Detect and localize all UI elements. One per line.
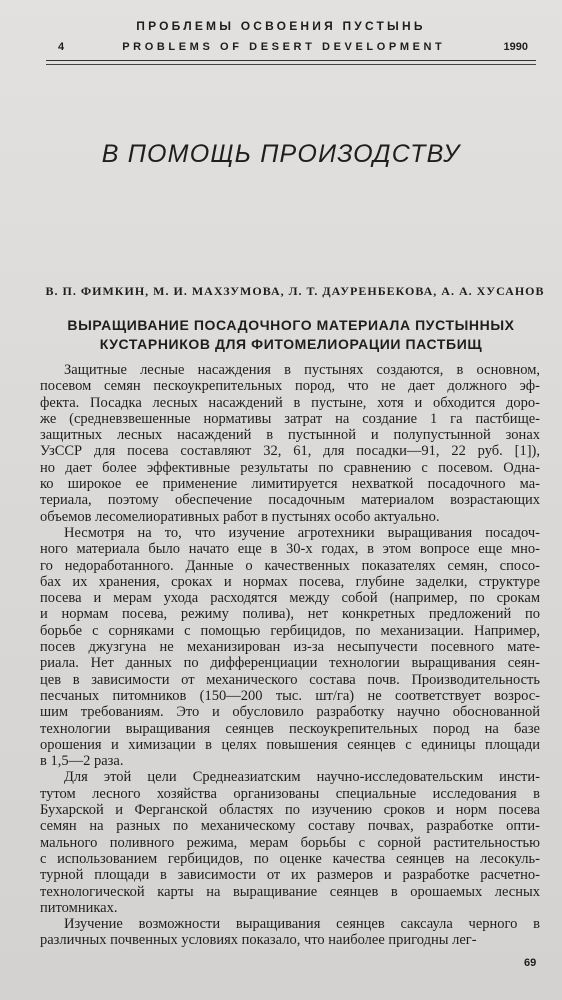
article-title-line-1: ВЫРАЩИВАНИЕ ПОСАДОЧНОГО МАТЕРИАЛА ПУСТЫННЫХ	[67, 317, 515, 333]
issue-year: 1990	[503, 41, 528, 53]
text-line: различных почвенных условиях показало, что наиболее пригодны лег-	[40, 932, 477, 949]
text-line: орошения и химизации в целях повышения сеянцев с единицы площади	[40, 736, 540, 753]
text-line: но дает более эффективные результаты по сравнению с посевом. Одна-	[40, 459, 540, 476]
header-rule-thin	[46, 64, 536, 65]
text-line: ко широкое ее применение лимитируется нехваткой посадочного ма-	[40, 476, 540, 493]
text-line: бах их хранения, сроках и нормах посева, глубине заделки, структуре	[40, 573, 540, 590]
text-line: турной площади в зависимости от их размеров и разработке расчетно-	[40, 867, 540, 884]
text-line: же (средневзвешенные нормативы затрат на создание 1 га пастбище-	[40, 410, 540, 427]
text-line: фекта. Посадка лесных насаждений в пустыне, хотя и обходится доро-	[40, 394, 540, 411]
text-line: борьбе с сорняками с помощью гербицидов, по механизации. Например,	[40, 622, 540, 639]
text-line: семян на разных по механическому составу почвах, разработке опти-	[40, 818, 540, 835]
text-line: Для этой цели Среднеазиатским научно-исследовательским инсти-	[64, 769, 540, 786]
article-title-line-2: КУСТАРНИКОВ ДЛЯ ФИТОМЕЛИОРАЦИИ ПАСТБИЩ	[99, 336, 483, 352]
header-rule-thick	[46, 60, 536, 61]
text-line: цев в зависимости от механического состава почв. Производительность	[40, 671, 540, 688]
article-body	[40, 362, 540, 949]
text-line: защитных лесных насаждений в пустынной и полупустынной зонах	[40, 427, 540, 444]
article-authors: В. П. ФИМКИН, М. И. МАХЗУМОВА, Л. Т. ДАУРЕНБЕКОВА, А. А. ХУСАНОВ	[45, 284, 545, 298]
text-line: технологии выращивания сеянцев пескоукрепительных пород на базе	[40, 720, 540, 737]
text-line: и нормам посева, режиму полива), нет конкретных предложений по	[40, 606, 540, 623]
text-line: посева и мерам ухода расходятся между собой (например, по срокам	[40, 590, 540, 607]
page-number: 69	[524, 957, 537, 969]
issue-number: 4	[58, 41, 65, 53]
text-line: тутом лесного хозяйства организованы специальные исследования в	[40, 785, 540, 802]
text-line: риала. Нет данных по дифференциации технологии выращивания сеян-	[40, 655, 540, 672]
journal-title-ru: ПРОБЛЕМЫ ОСВОЕНИЯ ПУСТЫНЬ	[136, 19, 426, 33]
text-line: териала, поэтому обеспечение посадочным материалом возрастающих	[40, 492, 540, 509]
paragraph	[40, 769, 540, 916]
paragraph	[40, 916, 540, 949]
text-line: посев джузгуна не механизирован из-за несыпучести посевного мате-	[40, 639, 540, 656]
text-line: Защитные лесные насаждения в пустынях создаются, в основном,	[64, 362, 540, 378]
text-line: шим требованиям. Это и обусловило разработку научно обоснованной	[40, 704, 540, 721]
text-line: Несмотря на то, что изучение агротехники выращивания посадоч-	[64, 524, 540, 541]
text-line: ного материала было начато еще в 30-х годах, в этом вопросе еще мно-	[40, 541, 540, 558]
journal-title-en: PROBLEMS OF DESERT DEVELOPMENT	[122, 41, 446, 53]
text-line: Бухарской и Ферганской областях по изучению сроков и норм посева	[40, 802, 540, 819]
paragraph	[40, 362, 540, 525]
text-line: питомниках.	[40, 899, 118, 916]
running-header	[58, 41, 528, 53]
text-line: технологической карты на выращивание сеянцев в орошаемых лесных	[40, 883, 540, 900]
article-title	[36, 316, 546, 354]
text-line: песчаных питомников (150—200 тыс. шт/га) не соответствует возрос-	[40, 687, 540, 704]
text-line: в 1,5—2 раза.	[40, 753, 124, 770]
text-line: мального поливного режима, мерам борьбы с сорной растительностью	[40, 834, 540, 851]
paragraph	[40, 525, 540, 769]
text-line: го недоработанного. Данные о качественных показателях семян, спосо-	[40, 557, 540, 574]
text-line: УзССР для посева составляют 32, 61, для посадки—91, 22 руб. [1]),	[40, 443, 540, 460]
text-line: посевом семян пескоукрепительных пород, что не дает должного эф-	[40, 378, 540, 395]
text-line: объемов лесомелиоративных работ в пустынях особо актуально.	[40, 508, 440, 525]
text-line: Изучение возможности выращивания сеянцев саксаула черного в	[64, 916, 540, 933]
section-heading: В ПОМОЩЬ ПРОИЗОДСТВУ	[101, 140, 461, 168]
text-line: с использованием гербицидов, по оценке качества сеянцев на лесокуль-	[40, 850, 540, 867]
